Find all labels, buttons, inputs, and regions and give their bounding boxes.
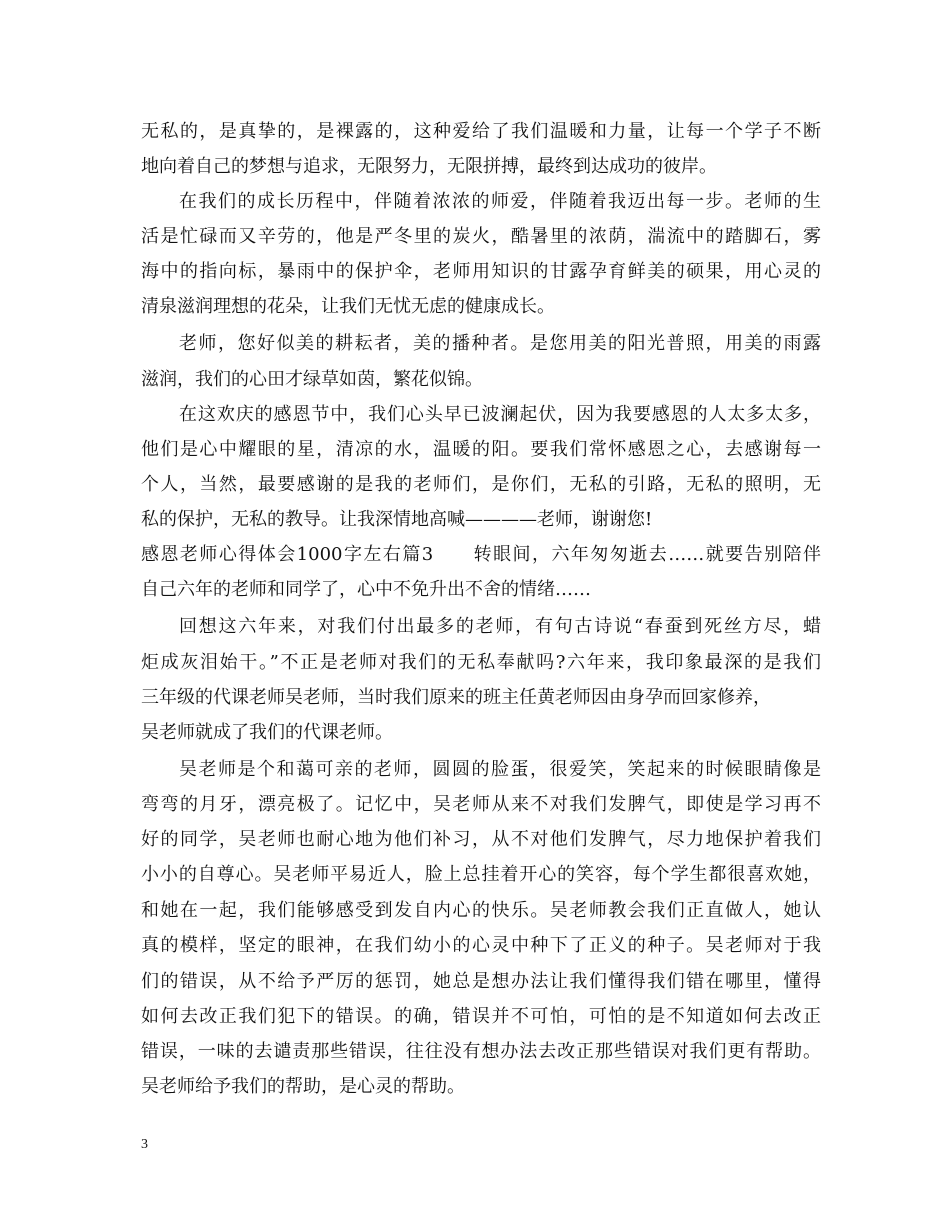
text-line: 吴老师就成了我们的代课老师。 [141, 722, 393, 743]
section-heading-line: 感恩老师心得体会1000字左右篇3 转眼间，六年匆匆逝去……就要告别陪伴 [141, 544, 821, 565]
text-line: 无私的，是真挚的，是裸露的，这种爱给了我们温暖和力量，让每一个学子不断 [141, 121, 821, 142]
text-line: 海中的指向标，暴雨中的保护伞，老师用知识的甘露孕育鲜美的硕果，用心灵的 [141, 261, 821, 282]
text-line: 如何去改正我们犯下的错误。的确，错误并不可怕，可怕的是不知道如何去改正 [141, 1006, 821, 1027]
text-line: 吴老师是个和蔼可亲的老师，圆圆的脸蛋，很爱笑，笑起来的时候眼睛像是 [179, 759, 821, 780]
text-line: 们的错误，从不给予严厉的惩罚，她总是想办法让我们懂得我们错在哪里，懂得 [141, 971, 821, 992]
text-line: 滋润，我们的心田才绿草如茵，繁花似锦。 [141, 369, 483, 390]
text-line: 真的模样，坚定的眼神，在我们幼小的心灵中种下了正义的种子。吴老师对于我 [141, 935, 821, 956]
text-line: 弯弯的月牙，漂亮极了。记忆中，吴老师从来不对我们发脾气，即使是学习再不 [141, 794, 821, 815]
text-line: 地向着自己的梦想与追求，无限努力，无限拼搏，最终到达成功的彼岸。 [141, 156, 717, 177]
text-line: 小小的自尊心。吴老师平易近人，脸上总挂着开心的笑容，每个学生都很喜欢她， [141, 864, 821, 885]
text-line: 三年级的代课老师吴老师，当时我们原来的班主任黄老师因由身孕而回家修养， [141, 687, 771, 708]
text-line: 自己六年的老师和同学了，心中不免升出不舍的情绪…… [141, 579, 591, 600]
text-line: 老师，您好似美的耕耘者，美的播种者。是您用美的阳光普照，用美的雨露 [179, 333, 821, 354]
text-line: 回想这六年来，对我们付出最多的老师，有句古诗说“春蚕到死丝方尽，蜡 [179, 616, 821, 637]
text-line: 错误，一味的去谴责那些错误，往往没有想办法去改正那些错误对我们更有帮助。 [141, 1041, 821, 1062]
text-line: 在我们的成长历程中，伴随着浓浓的师爱，伴随着我迈出每一步。老师的生 [179, 191, 821, 212]
text-line: 清泉滋润理想的花朵，让我们无忧无虑的健康成长。 [141, 296, 555, 317]
text-line: 他们是心中耀眼的星，清凉的水，温暖的阳。要我们常怀感恩之心，去感谢每一 [141, 439, 821, 460]
text-line: 吴老师给予我们的帮助，是心灵的帮助。 [141, 1076, 465, 1097]
text-line: 活是忙碌而又辛劳的，他是严冬里的炭火，酷暑里的浓荫，湍流中的踏脚石，雾 [141, 226, 821, 247]
text-line: 和她在一起，我们能够感受到发自内心的快乐。吴老师教会我们正直做人，她认 [141, 900, 821, 921]
text-line: 私的保护，无私的教导。让我深情地高喊————老师，谢谢您! [141, 509, 653, 530]
page-number: 3 [141, 1137, 148, 1152]
text-line: 在这欢庆的感恩节中，我们心头早已波澜起伏，因为我要感恩的人太多太多， [179, 404, 821, 425]
text-line: 好的同学，吴老师也耐心地为他们补习，从不对他们发脾气，尽力地保护着我们 [141, 829, 821, 850]
text-line: 炬成灰泪始干。”不正是老师对我们的无私奉献吗?六年来，我印象最深的是我们 [141, 652, 821, 673]
text-line: 个人，当然，最要感谢的是我的老师们，是你们，无私的引路，无私的照明，无 [141, 474, 821, 495]
